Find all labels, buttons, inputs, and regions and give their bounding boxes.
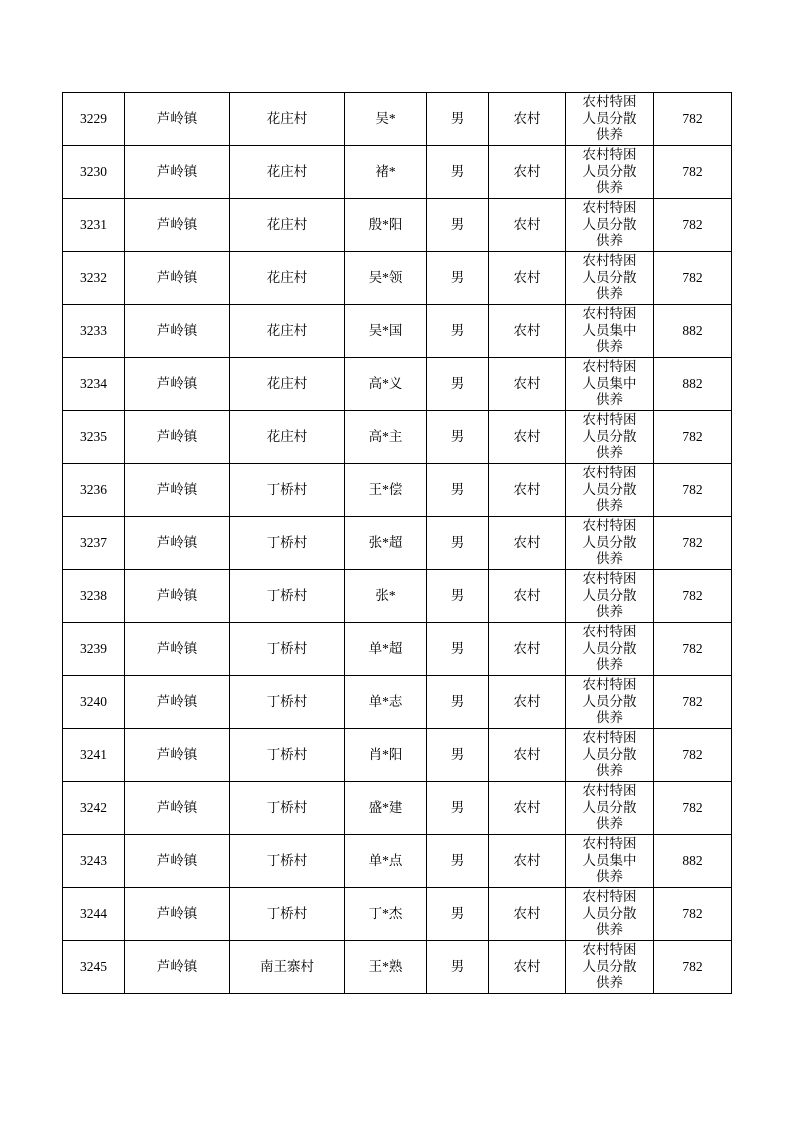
- cell-id: 3229: [63, 93, 125, 146]
- cell-town: 芦岭镇: [125, 305, 230, 358]
- category-line: 供养: [596, 127, 623, 143]
- cell-category: [566, 835, 654, 888]
- category-line: 人员分散: [582, 163, 637, 179]
- cell-village: 丁桥村: [230, 517, 345, 570]
- cell-amount: 782: [654, 570, 732, 623]
- cell-name: 吴*: [345, 93, 427, 146]
- category-line: 农村特困: [582, 93, 637, 109]
- category-line: 农村特困: [582, 252, 637, 268]
- cell-sex: 男: [427, 729, 489, 782]
- cell-village: 花庄村: [230, 146, 345, 199]
- cell-name: 单*超: [345, 623, 427, 676]
- category-line: 供养: [596, 551, 623, 567]
- cell-category: [566, 305, 654, 358]
- category-line: 供养: [596, 445, 623, 461]
- cell-town: 芦岭镇: [125, 252, 230, 305]
- cell-household-type: 农村: [489, 146, 566, 199]
- cell-name: 高*主: [345, 411, 427, 464]
- category-line: 农村特困: [582, 305, 637, 321]
- cell-household-type: 农村: [489, 941, 566, 994]
- cell-name: 高*义: [345, 358, 427, 411]
- cell-amount: 782: [654, 146, 732, 199]
- cell-name: 王*熟: [345, 941, 427, 994]
- cell-id: 3242: [63, 782, 125, 835]
- category-line: 农村特困: [582, 782, 637, 798]
- category-line: 供养: [596, 286, 623, 302]
- cell-sex: 男: [427, 623, 489, 676]
- table-row: [63, 305, 732, 358]
- cell-amount: 782: [654, 623, 732, 676]
- cell-village: 南王寨村: [230, 941, 345, 994]
- cell-village: 丁桥村: [230, 888, 345, 941]
- cell-sex: 男: [427, 305, 489, 358]
- cell-village: 丁桥村: [230, 464, 345, 517]
- cell-sex: 男: [427, 570, 489, 623]
- cell-sex: 男: [427, 835, 489, 888]
- cell-sex: 男: [427, 93, 489, 146]
- category-line: 供养: [596, 233, 623, 249]
- cell-town: 芦岭镇: [125, 623, 230, 676]
- table-body: [63, 93, 732, 994]
- cell-id: 3243: [63, 835, 125, 888]
- cell-town: 芦岭镇: [125, 517, 230, 570]
- table-row: [63, 252, 732, 305]
- cell-sex: 男: [427, 252, 489, 305]
- cell-category: [566, 252, 654, 305]
- table-row: [63, 199, 732, 252]
- category-line: 人员分散: [582, 216, 637, 232]
- cell-id: 3238: [63, 570, 125, 623]
- cell-town: 芦岭镇: [125, 729, 230, 782]
- category-line: 人员分散: [582, 746, 637, 762]
- cell-id: 3231: [63, 199, 125, 252]
- cell-household-type: 农村: [489, 517, 566, 570]
- cell-amount: 882: [654, 358, 732, 411]
- cell-id: 3235: [63, 411, 125, 464]
- cell-name: 褚*: [345, 146, 427, 199]
- cell-amount: 882: [654, 835, 732, 888]
- category-line: 农村特困: [582, 835, 637, 851]
- cell-town: 芦岭镇: [125, 676, 230, 729]
- cell-town: 芦岭镇: [125, 146, 230, 199]
- table-row: [63, 570, 732, 623]
- category-line: 人员分散: [582, 481, 637, 497]
- cell-household-type: 农村: [489, 93, 566, 146]
- category-line: 农村特困: [582, 464, 637, 480]
- cell-amount: 782: [654, 941, 732, 994]
- table-row: [63, 676, 732, 729]
- category-line: 人员分散: [582, 958, 637, 974]
- cell-name: 吴*国: [345, 305, 427, 358]
- table-row: [63, 358, 732, 411]
- cell-amount: 882: [654, 305, 732, 358]
- subsidy-recipients-table: [62, 92, 732, 994]
- table-row: [63, 888, 732, 941]
- cell-id: 3236: [63, 464, 125, 517]
- cell-category: [566, 941, 654, 994]
- cell-village: 丁桥村: [230, 782, 345, 835]
- cell-village: 花庄村: [230, 199, 345, 252]
- cell-category: [566, 93, 654, 146]
- cell-name: 殷*阳: [345, 199, 427, 252]
- cell-amount: 782: [654, 782, 732, 835]
- table-row: [63, 464, 732, 517]
- cell-household-type: 农村: [489, 676, 566, 729]
- table-row: [63, 623, 732, 676]
- cell-town: 芦岭镇: [125, 199, 230, 252]
- cell-name: 吴*领: [345, 252, 427, 305]
- cell-category: [566, 358, 654, 411]
- category-line: 供养: [596, 816, 623, 832]
- cell-village: 花庄村: [230, 358, 345, 411]
- cell-household-type: 农村: [489, 305, 566, 358]
- category-line: 人员分散: [582, 587, 637, 603]
- category-line: 农村特困: [582, 676, 637, 692]
- cell-category: [566, 676, 654, 729]
- category-line: 农村特困: [582, 517, 637, 533]
- table-row: [63, 835, 732, 888]
- category-line: 人员分散: [582, 799, 637, 815]
- cell-village: 花庄村: [230, 411, 345, 464]
- cell-id: 3245: [63, 941, 125, 994]
- category-line: 供养: [596, 498, 623, 514]
- cell-town: 芦岭镇: [125, 782, 230, 835]
- cell-household-type: 农村: [489, 570, 566, 623]
- category-line: 农村特困: [582, 729, 637, 745]
- cell-town: 芦岭镇: [125, 888, 230, 941]
- cell-category: [566, 517, 654, 570]
- cell-id: 3244: [63, 888, 125, 941]
- table-row: [63, 411, 732, 464]
- category-line: 供养: [596, 392, 623, 408]
- cell-id: 3233: [63, 305, 125, 358]
- cell-village: 花庄村: [230, 252, 345, 305]
- category-line: 农村特困: [582, 411, 637, 427]
- category-line: 人员分散: [582, 693, 637, 709]
- category-line: 农村特困: [582, 888, 637, 904]
- category-line: 人员集中: [582, 852, 637, 868]
- category-line: 农村特困: [582, 199, 637, 215]
- category-line: 供养: [596, 710, 623, 726]
- category-line: 供养: [596, 763, 623, 779]
- cell-amount: 782: [654, 888, 732, 941]
- cell-household-type: 农村: [489, 623, 566, 676]
- cell-sex: 男: [427, 941, 489, 994]
- cell-town: 芦岭镇: [125, 358, 230, 411]
- category-line: 人员集中: [582, 375, 637, 391]
- category-line: 供养: [596, 604, 623, 620]
- cell-id: 3237: [63, 517, 125, 570]
- cell-sex: 男: [427, 146, 489, 199]
- cell-id: 3234: [63, 358, 125, 411]
- cell-village: 丁桥村: [230, 729, 345, 782]
- category-line: 农村特困: [582, 358, 637, 374]
- table-row: [63, 729, 732, 782]
- cell-household-type: 农村: [489, 729, 566, 782]
- cell-town: 芦岭镇: [125, 835, 230, 888]
- category-line: 供养: [596, 869, 623, 885]
- category-line: 农村特困: [582, 623, 637, 639]
- cell-id: 3232: [63, 252, 125, 305]
- cell-name: 王*偿: [345, 464, 427, 517]
- category-line: 人员分散: [582, 428, 637, 444]
- cell-town: 芦岭镇: [125, 411, 230, 464]
- category-line: 人员分散: [582, 905, 637, 921]
- category-line: 人员分散: [582, 640, 637, 656]
- cell-amount: 782: [654, 411, 732, 464]
- table-row: [63, 93, 732, 146]
- cell-category: [566, 623, 654, 676]
- table-row: [63, 782, 732, 835]
- cell-sex: 男: [427, 888, 489, 941]
- cell-amount: 782: [654, 93, 732, 146]
- cell-id: 3239: [63, 623, 125, 676]
- cell-sex: 男: [427, 199, 489, 252]
- cell-name: 盛*建: [345, 782, 427, 835]
- cell-village: 丁桥村: [230, 570, 345, 623]
- cell-household-type: 农村: [489, 888, 566, 941]
- cell-name: 张*: [345, 570, 427, 623]
- cell-household-type: 农村: [489, 835, 566, 888]
- cell-sex: 男: [427, 411, 489, 464]
- category-line: 人员分散: [582, 269, 637, 285]
- cell-name: 单*志: [345, 676, 427, 729]
- cell-category: [566, 888, 654, 941]
- cell-id: 3230: [63, 146, 125, 199]
- category-line: 人员集中: [582, 322, 637, 338]
- table-row: [63, 941, 732, 994]
- cell-town: 芦岭镇: [125, 464, 230, 517]
- cell-sex: 男: [427, 464, 489, 517]
- cell-household-type: 农村: [489, 411, 566, 464]
- cell-village: 丁桥村: [230, 835, 345, 888]
- category-line: 人员分散: [582, 110, 637, 126]
- cell-village: 花庄村: [230, 305, 345, 358]
- category-line: 农村特困: [582, 941, 637, 957]
- cell-category: [566, 464, 654, 517]
- cell-town: 芦岭镇: [125, 941, 230, 994]
- cell-category: [566, 199, 654, 252]
- cell-category: [566, 782, 654, 835]
- cell-sex: 男: [427, 676, 489, 729]
- table-row: [63, 517, 732, 570]
- cell-category: [566, 729, 654, 782]
- category-line: 供养: [596, 339, 623, 355]
- cell-village: 丁桥村: [230, 676, 345, 729]
- category-line: 供养: [596, 975, 623, 991]
- cell-household-type: 农村: [489, 464, 566, 517]
- cell-amount: 782: [654, 729, 732, 782]
- cell-sex: 男: [427, 358, 489, 411]
- cell-household-type: 农村: [489, 358, 566, 411]
- table-row: [63, 146, 732, 199]
- cell-name: 张*超: [345, 517, 427, 570]
- cell-village: 丁桥村: [230, 623, 345, 676]
- cell-name: 丁*杰: [345, 888, 427, 941]
- cell-town: 芦岭镇: [125, 570, 230, 623]
- cell-category: [566, 411, 654, 464]
- category-line: 供养: [596, 180, 623, 196]
- cell-amount: 782: [654, 199, 732, 252]
- cell-id: 3241: [63, 729, 125, 782]
- cell-sex: 男: [427, 517, 489, 570]
- cell-id: 3240: [63, 676, 125, 729]
- cell-household-type: 农村: [489, 199, 566, 252]
- cell-category: [566, 146, 654, 199]
- category-line: 农村特困: [582, 570, 637, 586]
- category-line: 农村特困: [582, 146, 637, 162]
- category-line: 供养: [596, 922, 623, 938]
- cell-sex: 男: [427, 782, 489, 835]
- category-line: 供养: [596, 657, 623, 673]
- cell-village: 花庄村: [230, 93, 345, 146]
- cell-household-type: 农村: [489, 782, 566, 835]
- cell-amount: 782: [654, 464, 732, 517]
- cell-amount: 782: [654, 517, 732, 570]
- cell-name: 单*点: [345, 835, 427, 888]
- cell-town: 芦岭镇: [125, 93, 230, 146]
- cell-category: [566, 570, 654, 623]
- cell-amount: 782: [654, 252, 732, 305]
- category-line: 人员分散: [582, 534, 637, 550]
- cell-household-type: 农村: [489, 252, 566, 305]
- cell-amount: 782: [654, 676, 732, 729]
- cell-name: 肖*阳: [345, 729, 427, 782]
